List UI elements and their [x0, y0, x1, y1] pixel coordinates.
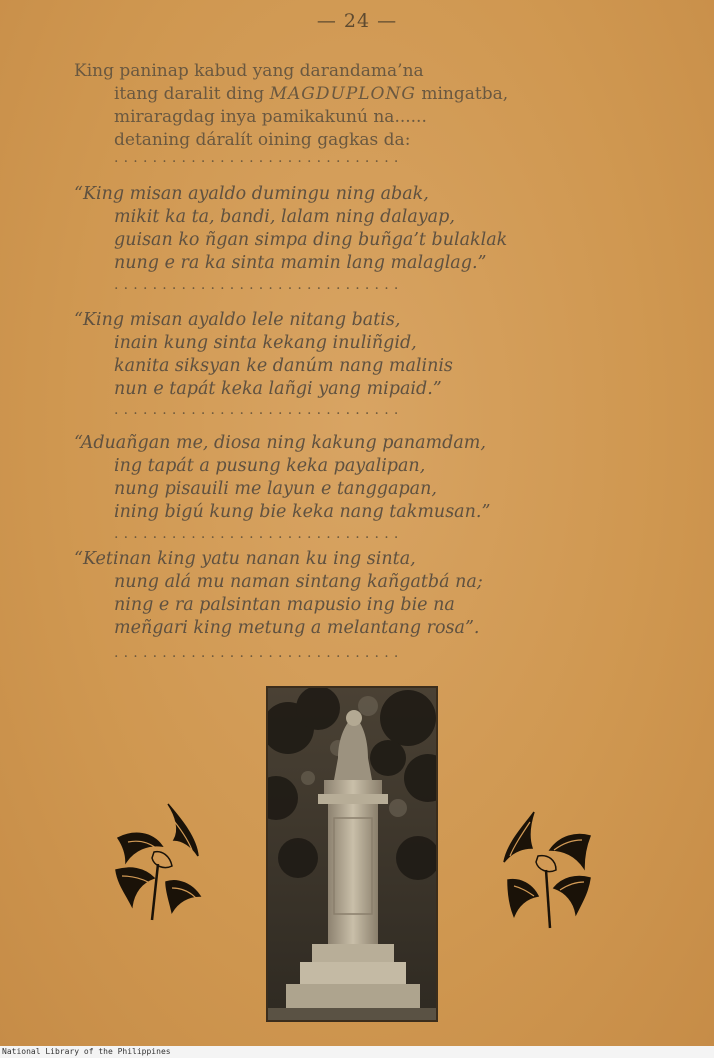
stanza-line: nung alá mu naman sintang kañgatbá na;: [114, 572, 483, 592]
intro-line-2-end: mingatba,: [415, 84, 509, 104]
stanza-line: nun e tapát keka lañgi yang mipaid.”: [114, 379, 442, 399]
intro-line-4: detaning dáralít oining gagkas da:: [114, 130, 411, 150]
flower-ornament-left: [108, 796, 208, 921]
dotted-separator: ..............................: [114, 526, 404, 542]
intro-line-3: miraragdag inya pamikakunú na......: [114, 107, 427, 127]
stanza-line: ning e ra palsintan mapusio ing bie na: [114, 595, 455, 615]
stanza-line: nung e ra ka sinta mamin lang malaglag.”: [114, 253, 487, 273]
stanza-line: nung pisauili me layun e tanggapan,: [114, 479, 437, 499]
intro-line-1: King paninap kabud yang darandama’na: [74, 61, 424, 81]
dotted-separator: ..............................: [114, 277, 404, 293]
stanza-line: meñgari king metung a melantang rosa”.: [114, 618, 480, 638]
intro-line-2: [74, 83, 674, 106]
stanza-line: “Ketinan king yatu nanan ku ing sinta,: [74, 549, 416, 569]
stanza-line: “King misan ayaldo lele nitang batis,: [74, 310, 401, 330]
stanza-line: guisan ko ñgan simpa ding buñga’t bulaklak: [114, 230, 508, 250]
stanza-line: “Aduañgan me, diosa ning kakung panamdam,: [74, 433, 486, 453]
stanza-2: [74, 309, 674, 401]
stanza-line: “King misan ayaldo dumingu ning abak,: [74, 184, 429, 204]
stanza-1: [74, 183, 674, 275]
intro-paragraph: [74, 60, 674, 152]
flower-ornament-right: [494, 806, 598, 930]
dotted-separator: ..............................: [114, 402, 404, 418]
stanza-line: ing tapát a pusung keka payalipan,: [114, 456, 426, 476]
stanza-4: [74, 548, 674, 640]
stanza-line: mikit ka ta, bandi, lalam ning dalayap,: [114, 207, 455, 227]
page-number: — 24 —: [316, 10, 398, 32]
monument-photograph: [266, 686, 438, 1022]
poem-title-reference: MAGDUPLONG: [269, 84, 416, 104]
footer-credit: National Library of the Philippines: [0, 1046, 714, 1058]
stanza-line: ining bigú kung bie keka nang takmusan.”: [114, 502, 491, 522]
dotted-separator: ..............................: [114, 150, 404, 166]
stanza-line: kanita siksyan ke danúm nang malinis: [114, 356, 453, 376]
stanza-line: inain kung sinta kekang inuliñgid,: [114, 333, 417, 353]
intro-line-2-start: itang daralit ding: [114, 84, 270, 104]
dotted-separator: ..............................: [114, 645, 404, 661]
stanza-3: [74, 432, 674, 524]
